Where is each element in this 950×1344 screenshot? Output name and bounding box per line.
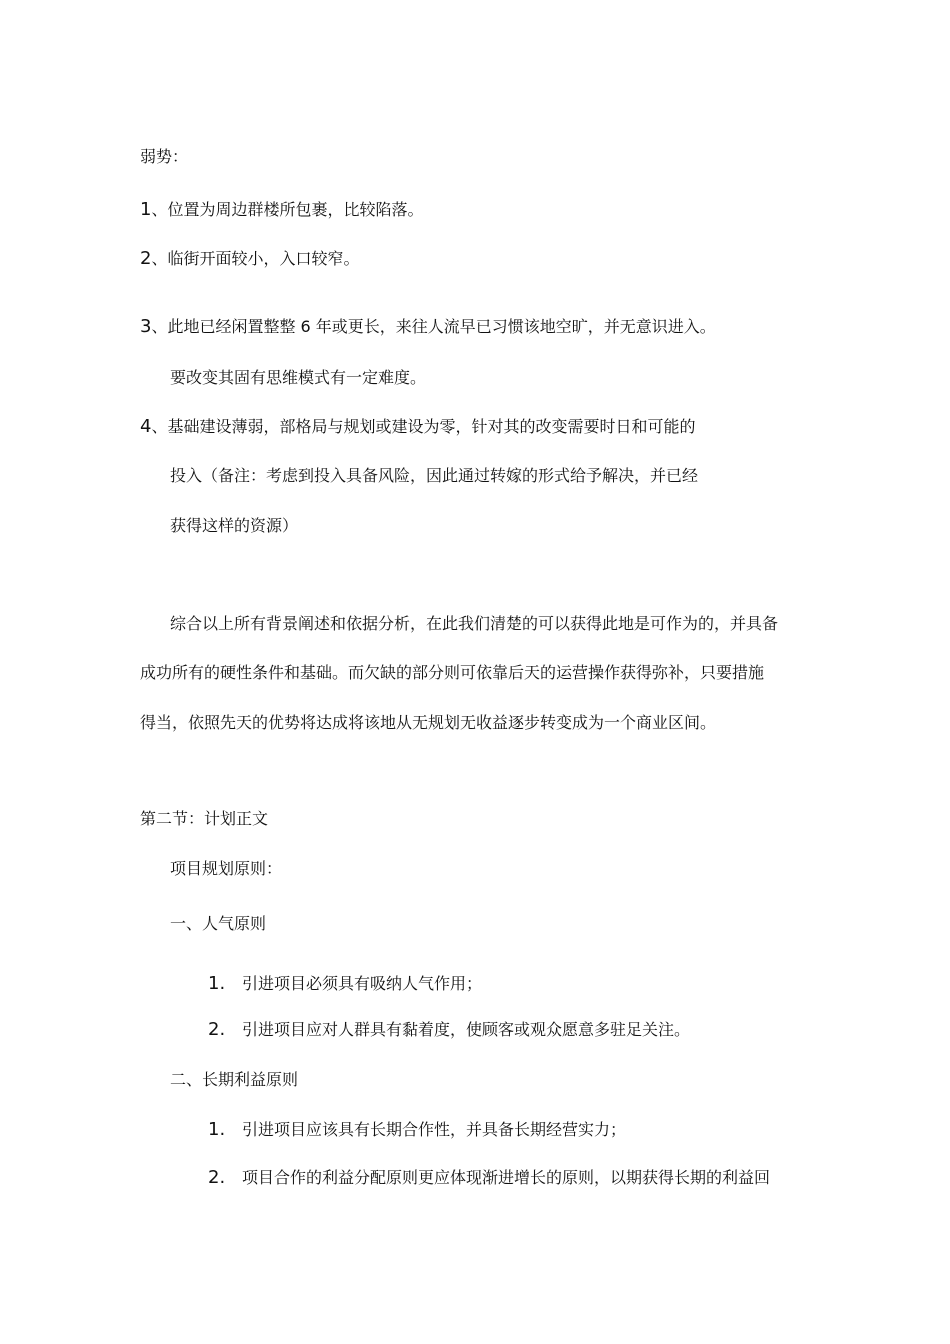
weakness-item-2 [140,248,359,270]
item-text: 引进项目必须具有吸纳人气作用； [242,974,483,993]
item-number: 2. [208,1167,226,1188]
item-number: 1. [208,1119,226,1140]
summary-line-2: 成功所有的硬性条件和基础。而欠缺的部分则可依靠后天的运营操作获得弥补，只要措施 [140,663,765,682]
principle-1-item-1 [208,973,482,995]
section-title: 第二节：计划正文 [140,809,269,828]
weakness-item-4 [140,416,695,438]
weakness-item-3-continuation: 要改变其固有思维模式有一定难度。 [170,368,427,387]
item-number: 1 [140,199,152,220]
weakness-heading: 弱势： [140,147,189,166]
item-number: 2. [208,1019,226,1040]
weakness-item-4-continuation-1: 投入（备注：考虑到投入具备风险，因此通过转嫁的形式给予解决，并已经 [170,466,699,485]
summary-line-1: 综合以上所有背景阐述和依据分析，在此我们清楚的可以获得此地是可作为的，并具备 [170,614,779,633]
principle-title-2: 二、长期利益原则 [170,1070,299,1089]
weakness-item-1 [140,199,423,221]
principles-heading: 项目规划原则： [170,859,283,878]
item-number: 3 [140,316,152,337]
item-text: 、位置为周边群楼所包裹，比较陷落。 [151,200,424,219]
item-text: 、此地已经闲置整整 6 年或更长，来往人流早已习惯该地空旷，并无意识进入。 [151,317,716,336]
item-text: 、基础建设薄弱，部格局与规划或建设为零，针对其的改变需要时日和可能的 [151,417,696,436]
item-text: 引进项目应该具有长期合作性，并具备长期经营实力； [242,1120,627,1139]
weakness-item-4-continuation-2: 获得这样的资源） [170,516,299,535]
principle-1-item-2 [208,1019,690,1041]
principle-2-item-1 [208,1119,626,1141]
item-number: 4 [140,416,152,437]
principle-title-1: 一、人气原则 [170,914,267,933]
item-number: 2 [140,248,152,269]
item-text: 、临街开面较小，入口较窄。 [151,249,360,268]
item-text: 引进项目应对人群具有黏着度，使顾客或观众愿意多驻足关注。 [242,1020,691,1039]
principle-2-item-2 [208,1167,770,1189]
weakness-item-3 [140,316,716,338]
summary-line-3: 得当，依照先天的优势将达成将该地从无规划无收益逐步转变成为一个商业区间。 [140,713,717,732]
item-number: 1. [208,973,226,994]
item-text: 项目合作的利益分配原则更应体现渐进增长的原则，以期获得长期的利益回 [242,1168,771,1187]
